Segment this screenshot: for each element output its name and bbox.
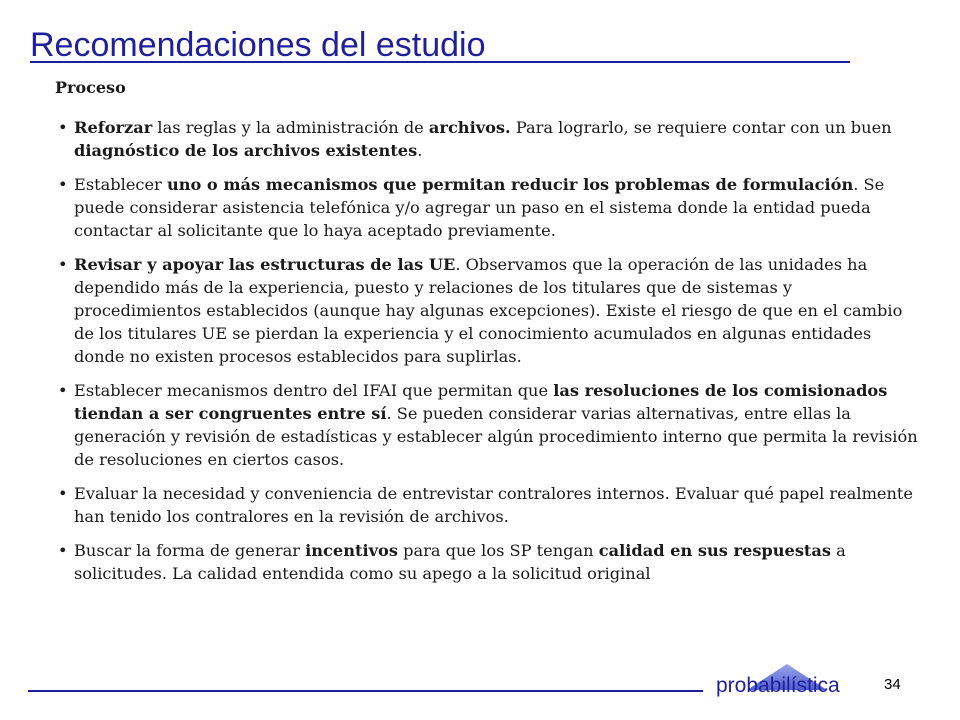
body-text: las reglas y la administración de bbox=[152, 118, 429, 137]
footer-rule bbox=[28, 690, 703, 692]
bold-text: uno o más mecanismos que permitan reducir los problemas de formulación bbox=[166, 175, 854, 194]
bold-text: diagnóstico de los archivos existentes bbox=[74, 141, 418, 160]
bullet-item bbox=[58, 173, 918, 242]
bullet-item bbox=[58, 253, 918, 368]
body-text: . bbox=[417, 141, 423, 160]
title-underline bbox=[30, 61, 850, 63]
body-text: Para lograrlo, se requiere contar con un buen bbox=[510, 118, 892, 137]
body-text: a solicitudes. La calidad entendida como su apego a la solicitud original bbox=[74, 541, 846, 583]
bold-text: Revisar y apoyar las estructuras de las UE bbox=[74, 255, 456, 274]
logo-text: probabilística bbox=[716, 674, 840, 697]
body-text: Establecer mecanismos dentro del IFAI que permitan que bbox=[74, 381, 554, 400]
body-text: Buscar la forma de generar bbox=[74, 541, 306, 560]
bullet-list bbox=[58, 116, 918, 596]
body-text: . Se puede considerar asistencia telefónica y/o agregar un paso en el sistema donde la entidad pueda contactar al solicitante que lo haya aceptado previamente. bbox=[74, 175, 885, 240]
section-heading: Proceso bbox=[55, 78, 126, 97]
body-text: . Se pueden considerar varias alternativas, entre ellas la generación y revisión de estadísticas y establecer algún procedimiento interno que permita la revisión de resoluciones en ciertos casos. bbox=[74, 404, 918, 469]
bold-text: calidad en sus respuestas bbox=[598, 541, 832, 560]
body-text: Evaluar la necesidad y conveniencia de entrevistar contralores internos. Evaluar qué papel realmente han tenido los contralores en la revisión de archivos. bbox=[74, 484, 914, 526]
bullet-item bbox=[58, 379, 918, 471]
bold-text: las resoluciones de los comisionados tiendan a ser congruentes entre sí bbox=[74, 381, 888, 423]
bullet-item bbox=[58, 539, 918, 585]
bullet-item bbox=[58, 482, 918, 528]
bold-text: archivos. bbox=[428, 118, 511, 137]
body-text: Establecer bbox=[74, 175, 167, 194]
body-text: para que los SP tengan bbox=[397, 541, 599, 560]
probabilistica-logo bbox=[712, 662, 872, 702]
bold-text: incentivos bbox=[305, 541, 398, 560]
bold-text: Reforzar bbox=[74, 118, 153, 137]
slide-title: Recomendaciones del estudio bbox=[30, 26, 486, 64]
bullet-item bbox=[58, 116, 918, 162]
page-number: 34 bbox=[884, 676, 901, 693]
body-text: . Observamos que la operación de las unidades ha dependido más de la experiencia, puesto y relaciones de los titulares que de sistemas y procedimientos establecidos (aunque hay algunas excepciones). Existe el riesgo de que en el cambio de los titulares UE se pierdan la experiencia y el conocimiento acumulados en algunas entidades donde no existen procesos establecidos para suplirlas. bbox=[74, 255, 903, 366]
